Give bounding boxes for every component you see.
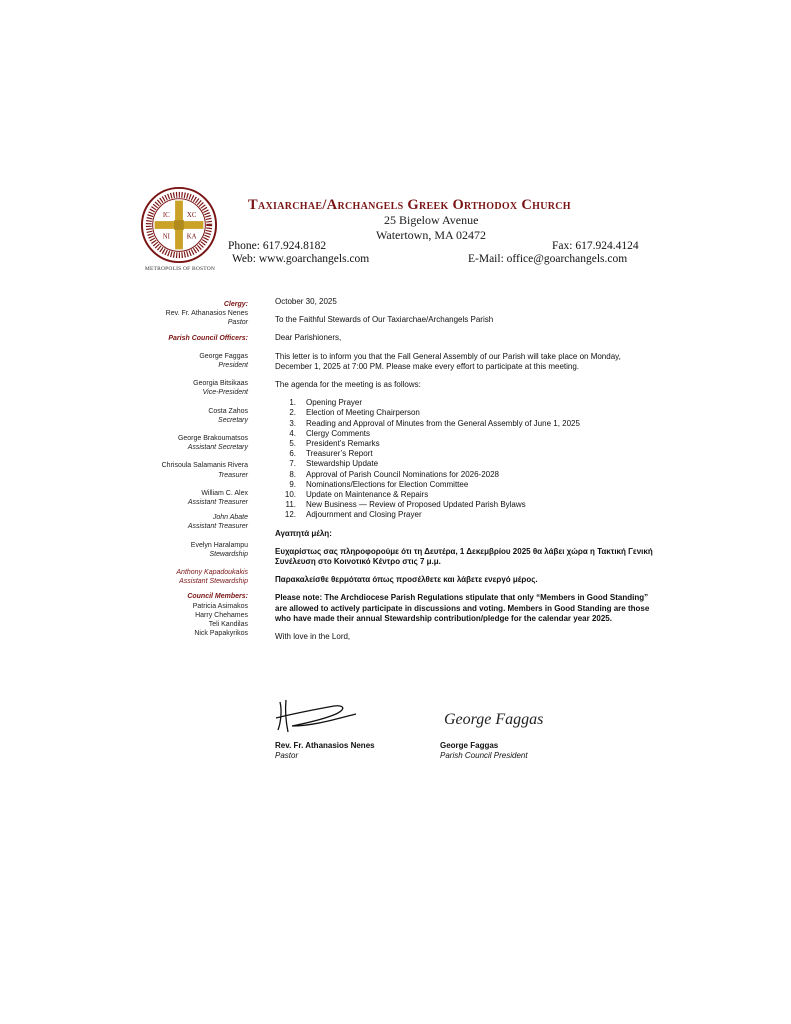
agenda-number: 11. — [285, 500, 296, 510]
agenda-number: 1. — [289, 398, 296, 408]
letter-salutation: Dear Parishioners, — [275, 333, 342, 343]
members-heading: Council Members: — [187, 593, 248, 601]
agenda-item — [275, 510, 655, 520]
officer-role: Treasurer — [218, 471, 248, 479]
signer-title-president: Parish Council President — [440, 751, 528, 760]
member-name: Harry Chehames — [195, 611, 248, 619]
officer-role: Secretary — [218, 416, 248, 424]
officer-name: Chrisoula Salamanis Rivera — [161, 462, 248, 470]
agenda-number: 3. — [289, 418, 296, 428]
clergy-name: Rev. Fr. Athanasios Nenes — [165, 310, 248, 318]
agenda-item — [275, 470, 655, 480]
email-address: E-Mail: office@goarchangels.com — [468, 253, 628, 265]
agenda-number: 2. — [289, 408, 296, 418]
letter-date: October 30, 2025 — [275, 297, 337, 306]
agenda-number: 7. — [289, 459, 296, 469]
members-good-standing-note: Please note: The Archdiocese Parish Regulations stipulate that only “Members in Good Standing” are allowed to actively participate in discussions and voting. Members in Good Standing are those who have made their annual Stewardship contribution/pledge for the calendar year 2025. — [275, 593, 650, 623]
metropolis-seal-icon — [140, 186, 218, 264]
officer-name: Anthony Kapadoukakis — [176, 569, 248, 577]
agenda-text: Approval of Parish Council Nominations for 2026-2028 — [306, 469, 499, 479]
officer-role: President — [218, 362, 248, 370]
seal-letter-ic: IC — [162, 212, 170, 220]
agenda-item — [275, 429, 655, 439]
signer-name-pastor: Rev. Fr. Athanasios Nenes — [275, 741, 375, 750]
agenda-text: New Business — Review of Proposed Updated Parish Bylaws — [306, 500, 526, 510]
member-name: Nick Papakyrikos — [194, 630, 248, 638]
phone-number: Phone: 617.924.8182 — [228, 240, 327, 252]
officer-role: Assistant Treasurer — [187, 499, 248, 507]
agenda-number: 12. — [284, 510, 296, 520]
member-name: Teli Kandilas — [208, 621, 248, 629]
greek-salutation: Αγαπητά μέλη: — [275, 528, 332, 538]
officer-name: William C. Alex — [201, 489, 248, 497]
agenda-text: Nominations/Elections for Election Committee — [306, 479, 469, 489]
officer-name: George Brakoumatsos — [177, 435, 248, 443]
signer-name-president: George Faggas — [440, 741, 499, 750]
officer-role: Assistant Treasurer — [187, 523, 248, 531]
letter-body — [275, 297, 655, 642]
agenda-item — [275, 500, 655, 510]
agenda-text: Clergy Comments — [306, 428, 371, 438]
agenda-text: Opening Prayer — [306, 398, 363, 408]
officer-role: Vice-President — [202, 389, 248, 397]
address-line-1: 25 Bigelow Avenue — [384, 213, 479, 227]
officer-name: Evelyn Haralampu — [190, 541, 248, 549]
agenda-list — [275, 398, 655, 520]
seal-letter-ni: NI — [162, 233, 170, 241]
president-signature — [440, 700, 570, 734]
agenda-item — [275, 459, 655, 469]
church-name: Taxiarchae/Archangels Greek Orthodox Church — [248, 197, 571, 213]
agenda-item — [275, 419, 655, 429]
seal-letter-ka: KA — [186, 233, 197, 241]
agenda-text: Election of Meeting Chairperson — [306, 408, 420, 418]
fax-number: Fax: 617.924.4124 — [552, 240, 639, 252]
clergy-heading: Clergy: — [223, 301, 248, 308]
officer-role: Assistant Secretary — [187, 444, 248, 452]
letter-intro: This letter is to inform you that the Fall General Assembly of our Parish will take place on Monday, December 1, 2025 at 7:00 PM. Please make every effort to participate at this meeting. — [275, 351, 621, 371]
seal-letter-xc: XC — [186, 212, 197, 220]
signer-title-pastor: Pastor — [275, 751, 299, 760]
agenda-text: Update on Maintenance & Repairs — [306, 490, 429, 500]
agenda-number: 10. — [284, 490, 296, 500]
clergy-role: Pastor — [227, 319, 248, 327]
agenda-item — [275, 449, 655, 459]
agenda-item — [275, 439, 655, 449]
officer-name: Georgia Bitsikaas — [193, 380, 248, 388]
agenda-text: President’s Remarks — [306, 439, 380, 449]
agenda-number: 9. — [289, 479, 296, 489]
agenda-number: 4. — [289, 428, 296, 438]
letter-recipient: To the Faithful Stewards of Our Taxiarchae/Archangels Parish — [275, 315, 494, 325]
officers-heading: Parish Council Officers: — [168, 334, 248, 342]
agenda-number: 8. — [289, 469, 296, 479]
address-line-2: Watertown, MA 02472 — [376, 228, 487, 242]
officer-name: Costa Zahos — [208, 407, 248, 415]
agenda-item — [275, 480, 655, 490]
agenda-number: 5. — [289, 439, 296, 449]
officer-role: Assistant Stewardship — [179, 578, 248, 586]
agenda-item — [275, 490, 655, 500]
president-signature-script: George Faggas — [444, 711, 544, 728]
seal-caption: METROPOLIS OF BOSTON — [144, 266, 216, 272]
agenda-text: Treasurer’s Report — [306, 449, 373, 459]
officer-name: George Faggas — [199, 352, 248, 360]
officer-name: John Abate — [212, 514, 248, 522]
agenda-number: 6. — [289, 449, 296, 459]
agenda-text: Stewardship Update — [306, 459, 379, 469]
sidebar-officers — [120, 300, 248, 638]
agenda-item — [275, 408, 655, 418]
website: Web: www.goarchangels.com — [232, 253, 370, 265]
agenda-text: Adjournment and Closing Prayer — [306, 510, 422, 520]
greek-paragraph-1: Ευχαρίστως σας πληροφορούμε ότι τη Δευτέρα, 1 Δεκεμβρίου 2025 θα λάβει χώρα η Τακτική Γενική Συνέλευση στο Κοινοτικό Κέντρο στις 7 μ.μ. — [275, 546, 653, 567]
agenda-item — [275, 398, 655, 408]
greek-paragraph-2: Παρακαλείσθε θερμότατα όπως προσέλθετε και λάβετε ενεργό μέρος. — [275, 575, 538, 585]
member-name: Patricia Asimakos — [192, 602, 248, 610]
agenda-text: Reading and Approval of Minutes from the General Assembly of June 1, 2025 — [306, 418, 580, 428]
letter-closing: With love in the Lord, — [275, 632, 351, 642]
agenda-intro: The agenda for the meeting is as follows: — [275, 380, 421, 390]
pastor-signature — [272, 696, 362, 738]
officer-role: Stewardship — [209, 550, 248, 558]
